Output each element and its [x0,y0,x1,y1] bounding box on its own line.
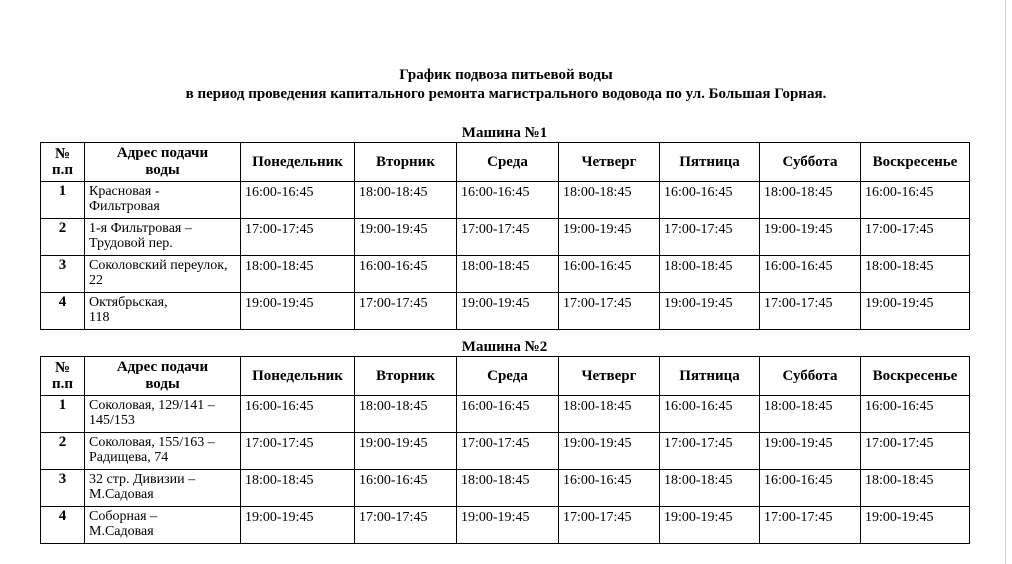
address-line1: Соколовский переулок, [89,258,228,273]
address-header-line2: воды [145,376,180,392]
table-row [41,293,970,330]
time-cell: 16:00-16:45 [457,396,559,433]
header-row [41,143,970,182]
address-line1: Красновая - [89,184,160,199]
time-cell: 19:00-19:45 [760,219,861,256]
time-cell: 16:00-16:45 [559,470,660,507]
time-cell: 18:00-18:45 [660,470,760,507]
address-line1: 1-я Фильтровая – [89,221,192,236]
time-cell: 17:00-17:45 [660,219,760,256]
time-cell: 19:00-19:45 [241,293,355,330]
time-cell: 18:00-18:45 [355,396,457,433]
time-cell: 16:00-16:45 [355,256,457,293]
day-header-thursday: Четверг [559,143,660,182]
time-cell: 16:00-16:45 [559,256,660,293]
row-number: 2 [41,219,85,256]
machine-1-caption: Машина №1 [461,125,548,141]
header-row [41,357,970,396]
time-cell: 18:00-18:45 [457,256,559,293]
table-row [41,470,970,507]
address-cell [85,256,241,293]
time-cell: 19:00-19:45 [861,507,970,544]
time-cell: 17:00-17:45 [241,219,355,256]
address-line2: М.Садовая [89,487,154,502]
time-cell: 19:00-19:45 [559,219,660,256]
table-row [41,396,970,433]
time-cell: 16:00-16:45 [660,396,760,433]
time-cell: 19:00-19:45 [355,433,457,470]
address-header-line1: Адрес подачи [116,359,209,375]
time-cell: 19:00-19:45 [241,507,355,544]
time-cell: 17:00-17:45 [660,433,760,470]
num-header [41,357,85,396]
address-line2: 145/153 [89,413,135,428]
num-header-line1: № [54,360,71,376]
address-header [85,143,241,182]
address-line2: Фильтровая [89,199,160,214]
row-number: 1 [41,396,85,433]
address-header [85,357,241,396]
address-cell [85,507,241,544]
time-cell: 18:00-18:45 [559,182,660,219]
day-header-wednesday: Среда [457,357,559,396]
day-header-thursday: Четверг [559,357,660,396]
time-cell: 16:00-16:45 [760,256,861,293]
address-line1: Октябрьская, [89,295,168,310]
address-line1: Соколовая, 129/141 – [89,398,215,413]
address-cell [85,396,241,433]
time-cell: 18:00-18:45 [861,256,970,293]
table-row [41,182,970,219]
address-cell [85,433,241,470]
address-line1: Соколовая, 155/163 – [89,435,215,450]
time-cell: 16:00-16:45 [861,396,970,433]
time-cell: 17:00-17:45 [559,293,660,330]
time-cell: 19:00-19:45 [660,507,760,544]
table-row [41,256,970,293]
address-cell [85,182,241,219]
time-cell: 16:00-16:45 [241,396,355,433]
table-row [41,507,970,544]
day-header-tuesday: Вторник [355,143,457,182]
time-cell: 17:00-17:45 [355,293,457,330]
row-number: 3 [41,470,85,507]
time-cell: 17:00-17:45 [760,507,861,544]
time-cell: 18:00-18:45 [660,256,760,293]
address-cell [85,293,241,330]
time-cell: 18:00-18:45 [760,182,861,219]
time-cell: 19:00-19:45 [457,293,559,330]
time-cell: 17:00-17:45 [559,507,660,544]
time-cell: 19:00-19:45 [355,219,457,256]
document-title: График подвоза питьевой воды [399,67,613,83]
time-cell: 16:00-16:45 [760,470,861,507]
day-header-sunday: Воскресенье [861,143,970,182]
time-cell: 17:00-17:45 [241,433,355,470]
row-number: 4 [41,507,85,544]
document-subtitle: в период проведения капитального ремонта магистрального водовода по ул. Большая Горная. [185,86,827,102]
num-header-line2: п.п [51,162,74,178]
time-cell: 17:00-17:45 [457,433,559,470]
machine-2-schedule-table [40,356,970,544]
machine-1-schedule-table [40,142,970,330]
row-number: 1 [41,182,85,219]
day-header-saturday: Суббота [760,143,861,182]
time-cell: 17:00-17:45 [861,219,970,256]
address-header-line2: воды [145,162,180,178]
address-line2: Радищева, 74 [89,450,169,465]
address-line2: 22 [89,273,103,288]
time-cell: 17:00-17:45 [861,433,970,470]
time-cell: 17:00-17:45 [457,219,559,256]
time-cell: 16:00-16:45 [861,182,970,219]
day-header-monday: Понедельник [241,357,355,396]
time-cell: 16:00-16:45 [355,470,457,507]
address-header-line1: Адрес подачи [116,145,209,161]
num-header-line1: № [54,146,71,162]
time-cell: 18:00-18:45 [457,470,559,507]
time-cell: 18:00-18:45 [241,256,355,293]
time-cell: 16:00-16:45 [241,182,355,219]
row-number: 2 [41,433,85,470]
machine-2-caption: Машина №2 [461,339,548,355]
day-header-tuesday: Вторник [355,357,457,396]
time-cell: 19:00-19:45 [559,433,660,470]
time-cell: 18:00-18:45 [861,470,970,507]
address-line2: Трудовой пер. [89,236,173,251]
num-header [41,143,85,182]
table-row [41,219,970,256]
day-header-friday: Пятница [660,357,760,396]
day-header-saturday: Суббота [760,357,861,396]
address-line2: М.Садовая [89,524,154,539]
time-cell: 17:00-17:45 [355,507,457,544]
time-cell: 18:00-18:45 [760,396,861,433]
address-line1: 32 стр. Дивизии – [89,472,196,487]
address-cell [85,470,241,507]
time-cell: 18:00-18:45 [355,182,457,219]
time-cell: 17:00-17:45 [760,293,861,330]
num-header-line2: п.п [51,376,74,392]
time-cell: 16:00-16:45 [457,182,559,219]
time-cell: 16:00-16:45 [660,182,760,219]
day-header-friday: Пятница [660,143,760,182]
row-number: 3 [41,256,85,293]
address-line1: Соборная – [89,509,158,524]
day-header-monday: Понедельник [241,143,355,182]
day-header-wednesday: Среда [457,143,559,182]
row-number: 4 [41,293,85,330]
address-cell [85,219,241,256]
time-cell: 19:00-19:45 [760,433,861,470]
time-cell: 19:00-19:45 [660,293,760,330]
table-row [41,433,970,470]
time-cell: 19:00-19:45 [861,293,970,330]
time-cell: 18:00-18:45 [241,470,355,507]
address-line2: 118 [89,310,110,325]
time-cell: 19:00-19:45 [457,507,559,544]
time-cell: 18:00-18:45 [559,396,660,433]
day-header-sunday: Воскресенье [861,357,970,396]
